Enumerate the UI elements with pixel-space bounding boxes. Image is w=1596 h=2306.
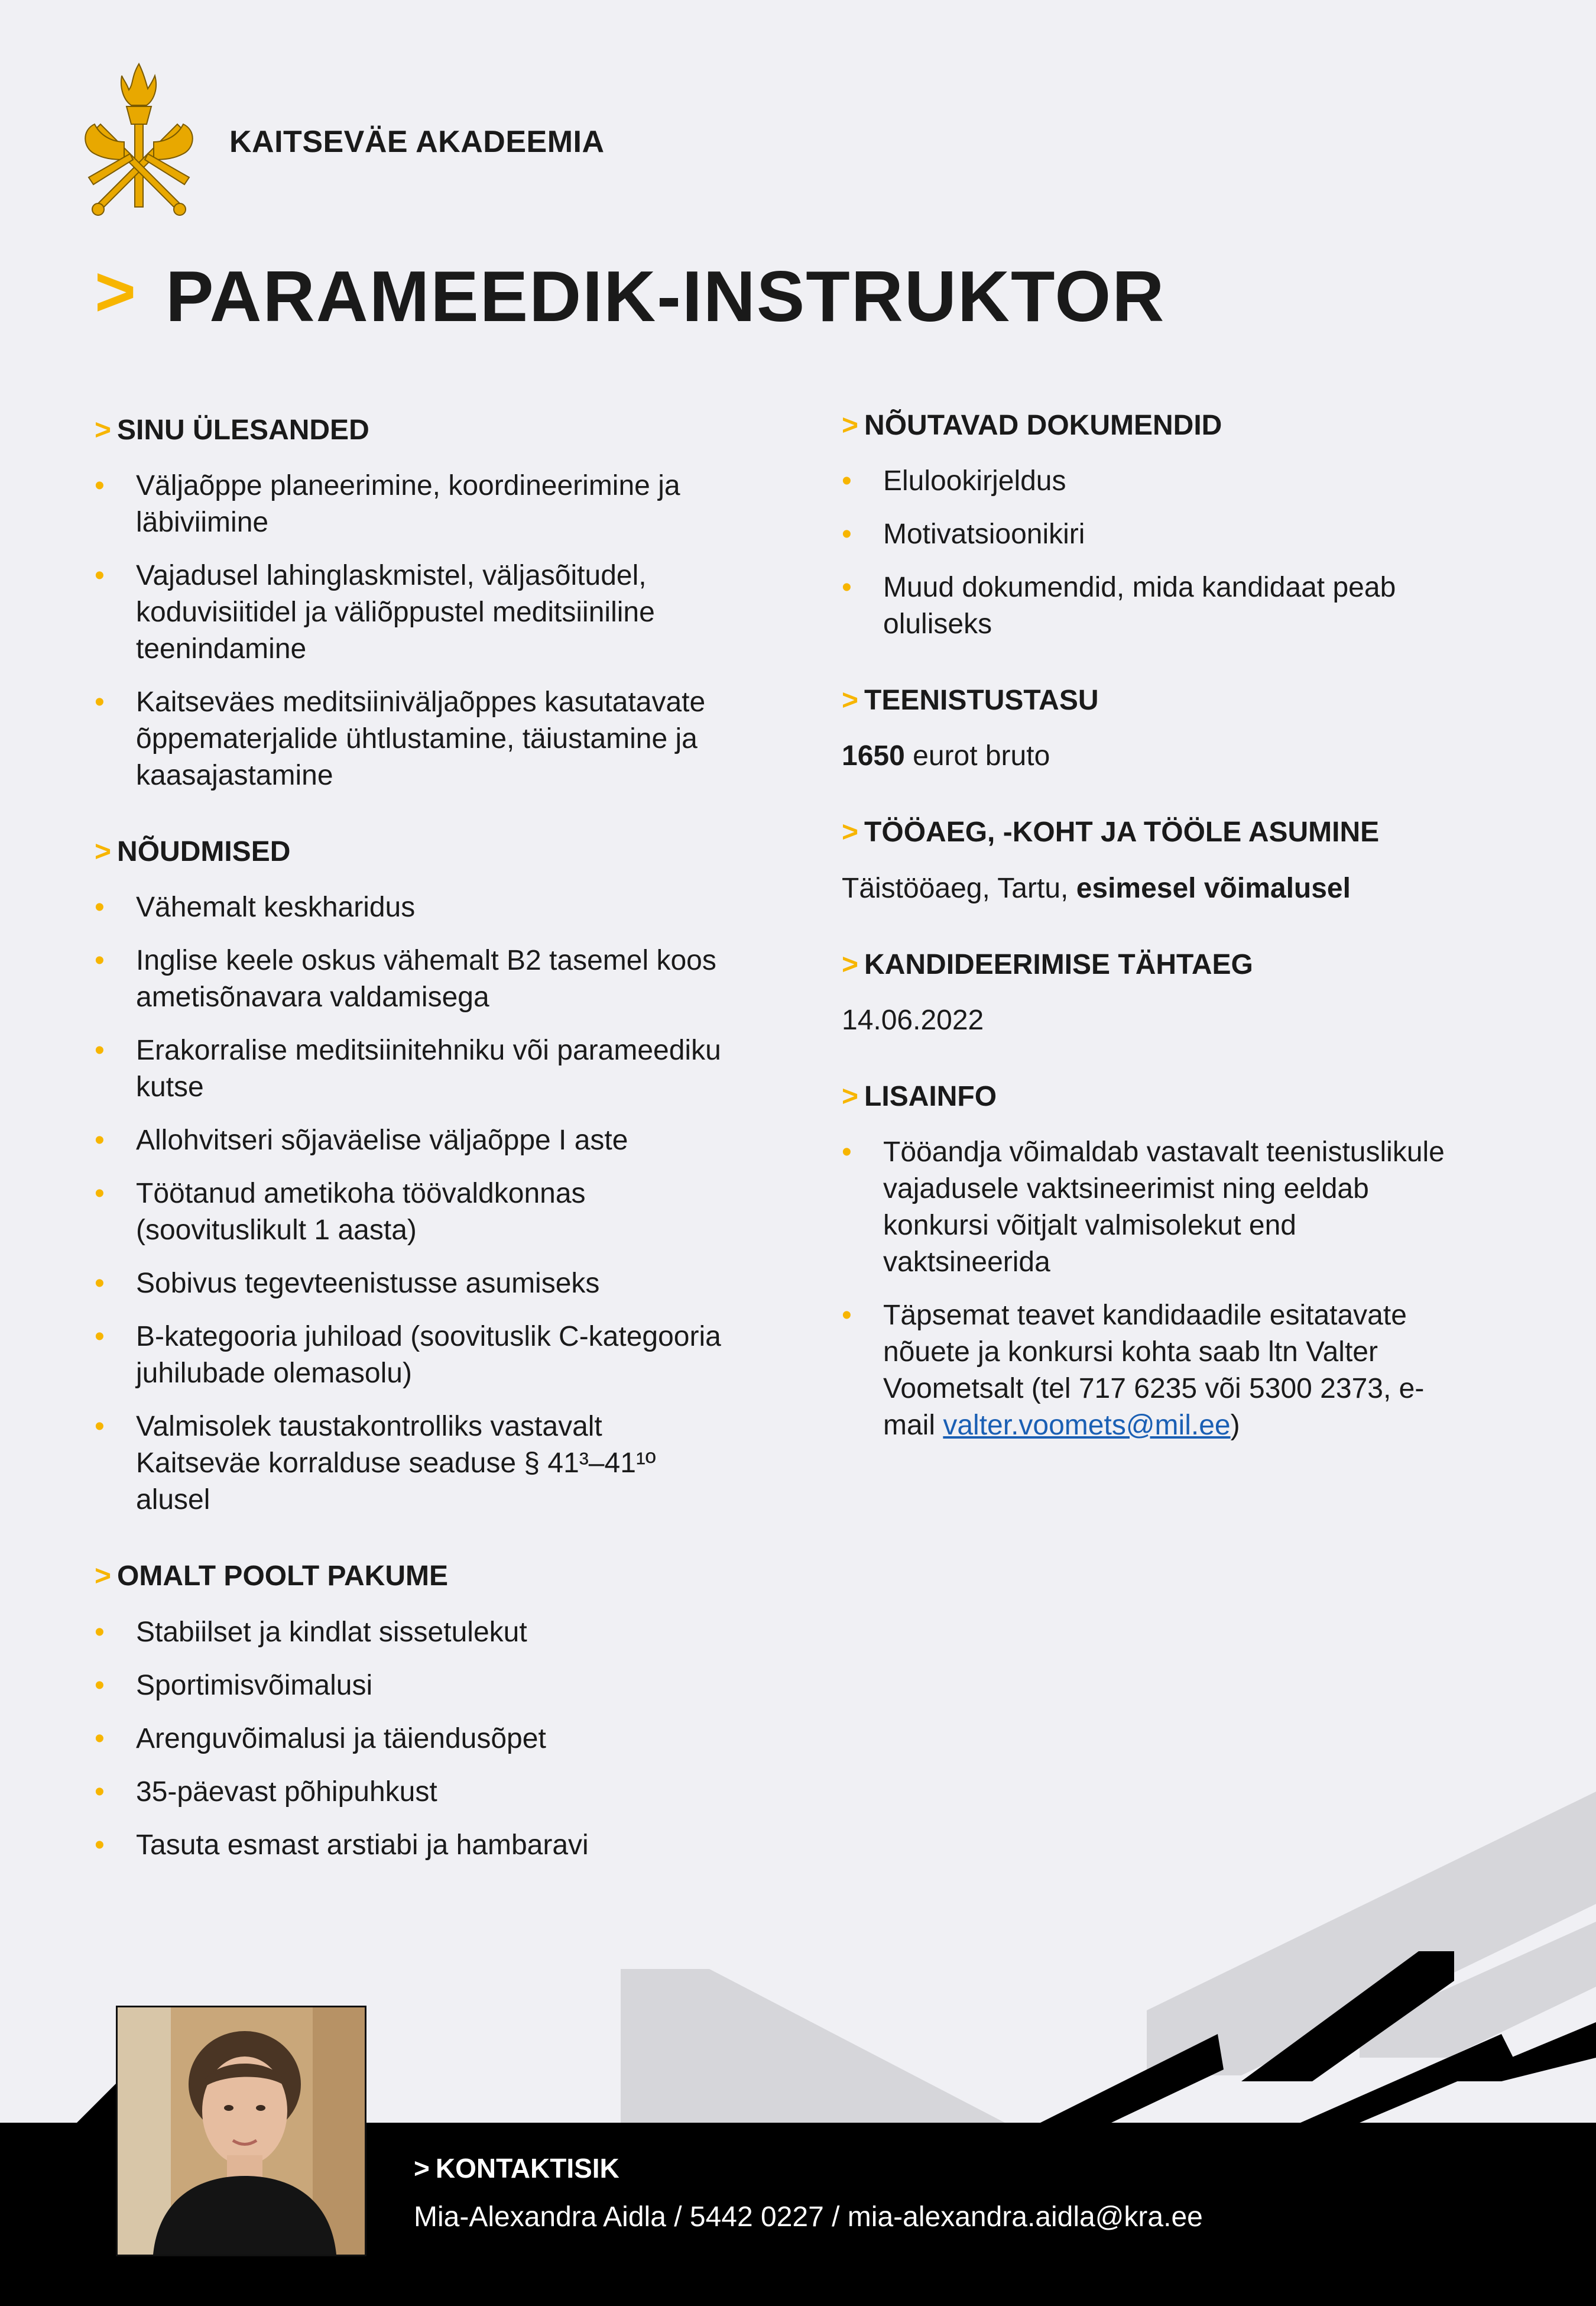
- list-item: • Valmisolek taustakontrolliks vastavalt Kaitseväe korralduse seaduse § 41³–41¹º alusel: [95, 1408, 727, 1518]
- bullet-icon: •: [95, 1411, 105, 1443]
- title-arrow-icon: >: [95, 252, 137, 331]
- bullet-icon: •: [95, 1178, 105, 1210]
- contact-photo-avatar: [116, 2006, 366, 2256]
- bullet-icon: •: [95, 1669, 105, 1701]
- title-row: [95, 252, 1166, 336]
- section-heading: > SINU ÜLESANDED: [95, 414, 369, 446]
- section-heading: > KANDIDEERIMISE TÄHTAEG: [842, 948, 1253, 980]
- bullet-icon: •: [95, 1035, 105, 1067]
- section-documents: [842, 409, 1468, 643]
- bullet-icon: •: [95, 1268, 105, 1300]
- list-item: • 35-päevast põhipuhkust: [95, 1774, 727, 1811]
- bullet-icon: •: [95, 1125, 105, 1157]
- section-heading: > TEENISTUSTASU: [842, 685, 1099, 717]
- worktime-text: Täistööaeg, Tartu, esimesel võimalusel: [842, 872, 1351, 904]
- list-item: • Tööandja võimaldab vastavalt teenistuslikule vajadusele vaktsineerimist ning eeldab konkursi võitjalt valmisolekut end vaktsineerida: [842, 1134, 1468, 1281]
- list-item: • Muud dokumendid, mida kandidaat peab oluliseks: [842, 569, 1468, 643]
- email-link[interactable]: valter.voomets@mil.ee: [943, 1409, 1231, 1441]
- list-item: • Inglise keele oskus vähemalt B2 tasemel koos ametisõnavara valdamisega: [95, 943, 727, 1016]
- page-title: PARAMEEDIK-INSTRUKTOR: [166, 256, 1166, 336]
- section-heading: > TÖÖAEG, -KOHT JA TÖÖLE ASUMINE: [842, 817, 1380, 848]
- bullet-icon: •: [842, 1136, 852, 1168]
- list-item: • Vähemalt keskharidus: [95, 889, 727, 926]
- list-item: • Sportimisvõimalusi: [95, 1667, 727, 1704]
- list-item: • Töötanud ametikoha töövaldkonnas (soovituslikult 1 aasta): [95, 1175, 727, 1249]
- section-requirements: [95, 835, 727, 1518]
- list-item: • Täpsemat teavet kandidaadile esitatavate nõuete ja konkursi kohta saab ltn Valter Voometsalt (tel 717 6235 või 5300 2373, e-mail valter.voomets@mil.ee): [842, 1297, 1468, 1444]
- section-heading: > NÕUDMISED: [95, 836, 291, 868]
- list-item: • Väljaõppe planeerimine, koordineerimine ja läbiviimine: [95, 468, 727, 541]
- list-item: • Tasuta esmast arstiabi ja hambaravi: [95, 1827, 727, 1864]
- list-item: • Erakorralise meditsiinitehniku või parameediku kutse: [95, 1032, 727, 1106]
- bullet-icon: •: [95, 892, 105, 924]
- section-deadline: [842, 948, 1468, 1039]
- list-item: • Allohvitseri sõjaväelise väljaõppe I aste: [95, 1122, 727, 1159]
- section-info: [842, 1080, 1468, 1444]
- bullet-icon: •: [842, 519, 852, 550]
- bullet-icon: •: [95, 1321, 105, 1353]
- section-heading: > NÕUTAVAD DOKUMENDID: [842, 410, 1222, 441]
- list-item: • Elulookirjeldus: [842, 463, 1468, 500]
- bullet-icon: •: [842, 572, 852, 604]
- bullet-icon: •: [842, 1299, 852, 1331]
- organization-name: KAITSEVÄE AKADEEMIA: [229, 125, 605, 159]
- bullet-icon: •: [95, 470, 105, 502]
- section-heading: > LISAINFO: [842, 1080, 997, 1112]
- contact-details: Mia-Alexandra Aidla / 5442 0227 / mia-alexandra.aidla@kra.ee: [414, 2201, 1203, 2233]
- left-column: [95, 414, 727, 1905]
- bullet-icon: •: [95, 560, 105, 592]
- deadline-date: 14.06.2022: [842, 1004, 984, 1036]
- list-item: • Stabiilset ja kindlat sissetulekut: [95, 1614, 727, 1651]
- list-item: • Motivatsioonikiri: [842, 516, 1468, 553]
- section-salary: [842, 684, 1468, 775]
- list-item: • Arenguvõimalusi ja täiendusõpet: [95, 1721, 727, 1757]
- salary-text: 1650 eurot bruto: [842, 740, 1050, 772]
- bullet-icon: •: [95, 1776, 105, 1808]
- bullet-icon: •: [95, 945, 105, 977]
- academy-emblem-logo: [77, 59, 201, 225]
- list-item: • B-kategooria juhiload (soovituslik C-kategooria juhilubade olemasolu): [95, 1319, 727, 1392]
- bullet-icon: •: [842, 465, 852, 497]
- list-item: • Sobivus tegevteenistusse asumiseks: [95, 1265, 727, 1302]
- bullet-icon: •: [95, 1616, 105, 1648]
- right-column: [842, 409, 1468, 1485]
- bullet-icon: •: [95, 1829, 105, 1861]
- contact-heading: > KONTAKTISIK: [414, 2153, 619, 2184]
- list-item: • Kaitseväes meditsiiniväljaõppes kasutatavate õppematerjalide ühtlustamine, täiustamine ja kaasajastamine: [95, 684, 727, 794]
- section-tasks: [95, 414, 727, 794]
- section-heading: > OMALT POOLT PAKUME: [95, 1560, 448, 1592]
- section-worktime: [842, 816, 1468, 906]
- bullet-icon: •: [95, 686, 105, 718]
- bullet-icon: •: [95, 1722, 105, 1754]
- list-item: • Vajadusel lahinglaskmistel, väljasõitudel, koduvisiitidel ja väliõppustel meditsiiniline teenindamine: [95, 558, 727, 668]
